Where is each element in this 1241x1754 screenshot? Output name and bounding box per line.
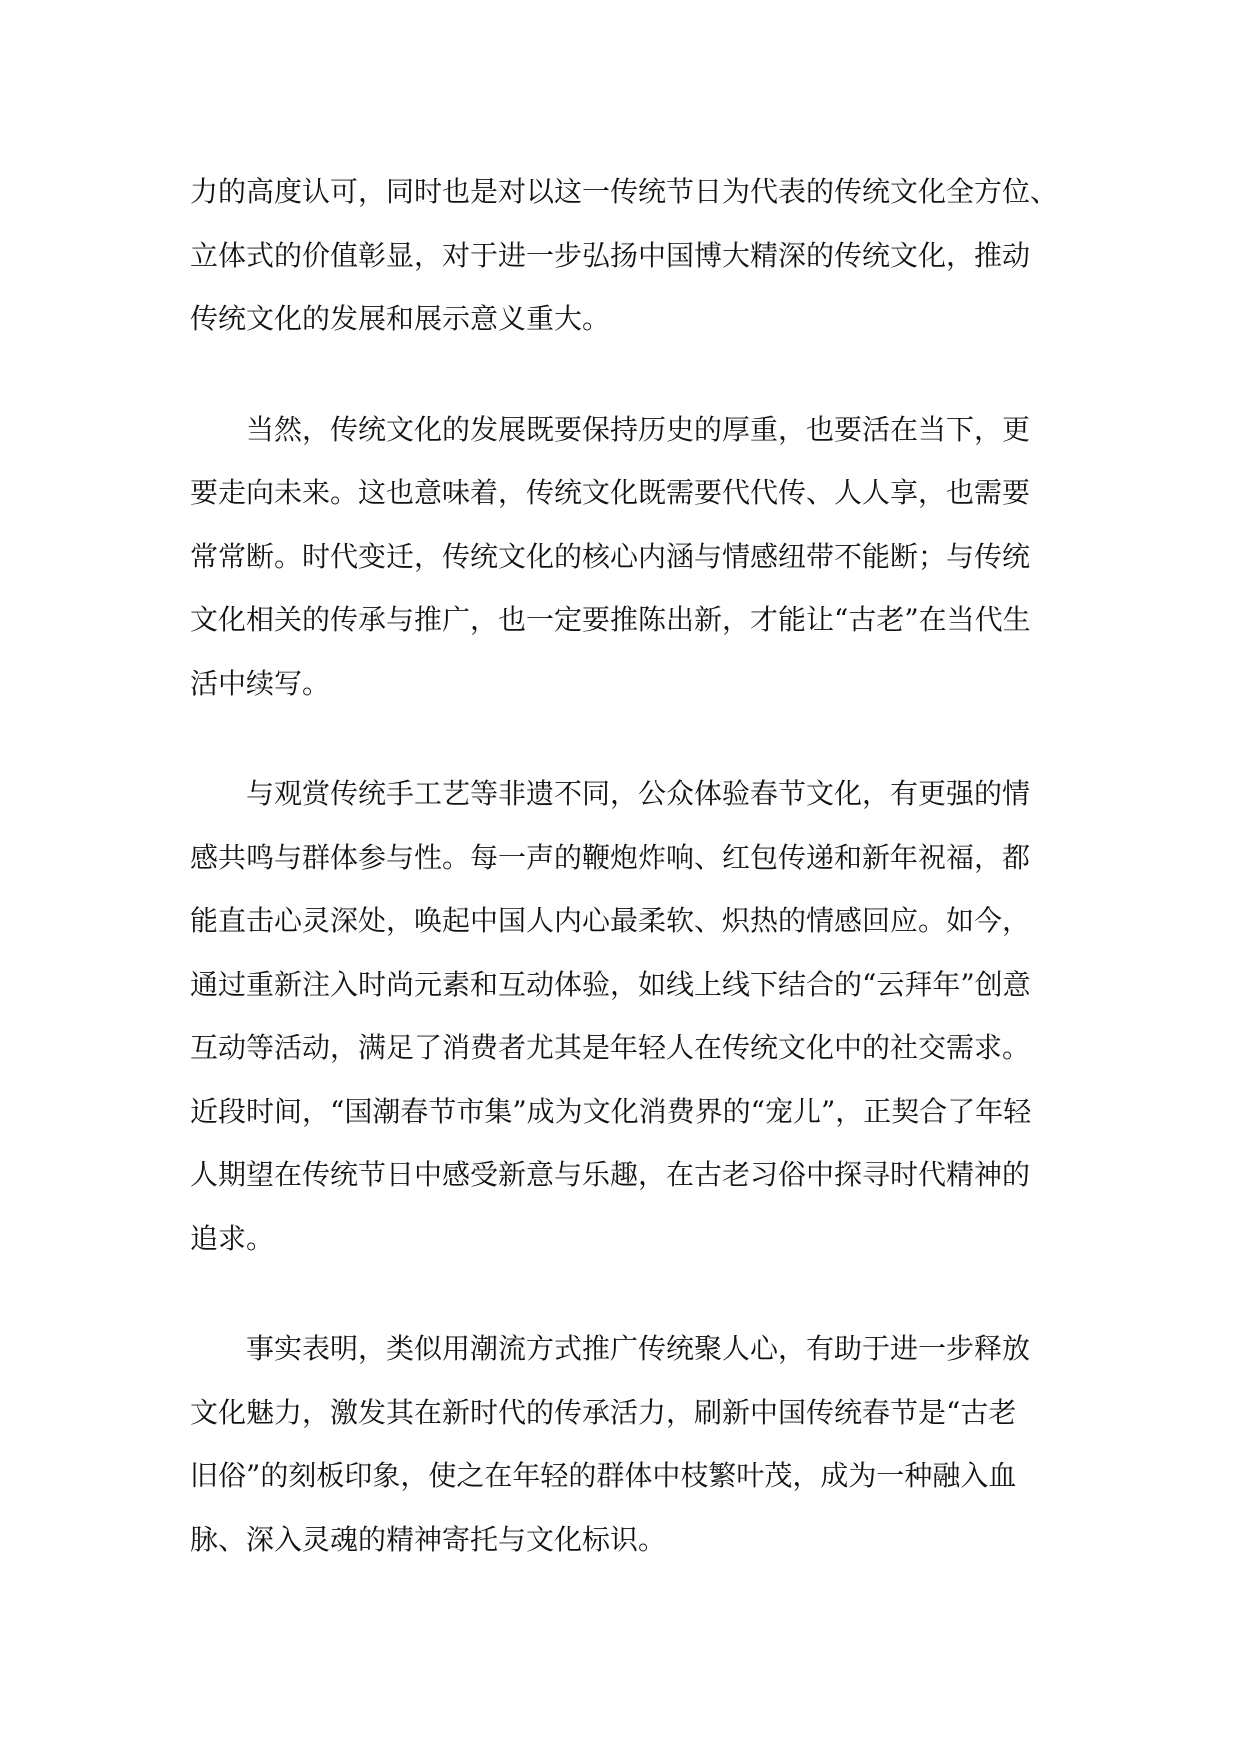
paragraph-line: 活中续写。: [190, 666, 331, 700]
paragraph-4: [190, 1317, 1060, 1571]
paragraph-line: 脉、深入灵魂的精神寄托与文化标识。: [190, 1522, 667, 1556]
paragraph-line: 能直击心灵深处，唤起中国人内心最柔软、炽热的情感回应。如今，: [190, 904, 1031, 937]
paragraph-line: 当然，传统文化的发展既要保持历史的厚重，也要活在当下，更: [246, 412, 1031, 446]
paragraph-line: 文化相关的传承与推广，也一定要推陈出新，才能让“古老”在当代生: [190, 603, 1031, 636]
paragraph-line: 近段时间，“国潮春节市集”成为文化消费界的“宠儿”，正契合了年轻: [190, 1094, 1032, 1128]
paragraph-line: 感共鸣与群体参与性。每一声的鞭炮炸响、红包传递和新年祝福，都: [190, 840, 1031, 874]
paragraph-line: 旧俗”的刻板印象，使之在年轻的群体中枝繁叶茂，成为一种融入血: [190, 1459, 1017, 1492]
paragraph-line: 文化魅力，激发其在新时代的传承活力，刷新中国传统春节是“古老: [190, 1395, 1017, 1429]
paragraph-line: 通过重新注入时尚元素和互动体验，如线上线下结合的“云拜年”创意: [190, 967, 1031, 1001]
paragraph-1: [190, 160, 1060, 351]
paragraph-line: 力的高度认可，同时也是对以这一传统节日为代表的传统文化全方位、: [190, 175, 1059, 208]
paragraph-line: 互动等活动，满足了消费者尤其是年轻人在传统文化中的社交需求。: [190, 1031, 1031, 1064]
paragraph-line: 要走向未来。这也意味着，传统文化既需要代代传、人人享，也需要: [190, 476, 1031, 509]
paragraph-line: 事实表明，类似用潮流方式推广传统聚人心，有助于进一步释放: [246, 1332, 1031, 1365]
paragraph-3: [190, 762, 1060, 1270]
paragraph-line: 与观赏传统手工艺等非遗不同，公众体验春节文化，有更强的情: [246, 777, 1031, 810]
paragraph-line: 传统文化的发展和展示意义重大。: [190, 302, 611, 335]
paragraph-line: 常常断。时代变迁，传统文化的核心内涵与情感纽带不能断；与传统: [190, 539, 1031, 573]
paragraph-line: 人期望在传统节日中感受新意与乐趣，在古老习俗中探寻时代精神的: [190, 1158, 1031, 1191]
document-body: [190, 160, 1060, 1571]
paragraph-2: [190, 398, 1060, 716]
paragraph-line: 追求。: [190, 1221, 275, 1255]
paragraph-line: 立体式的价值彰显，对于进一步弘扬中国博大精深的传统文化，推动: [190, 238, 1031, 272]
